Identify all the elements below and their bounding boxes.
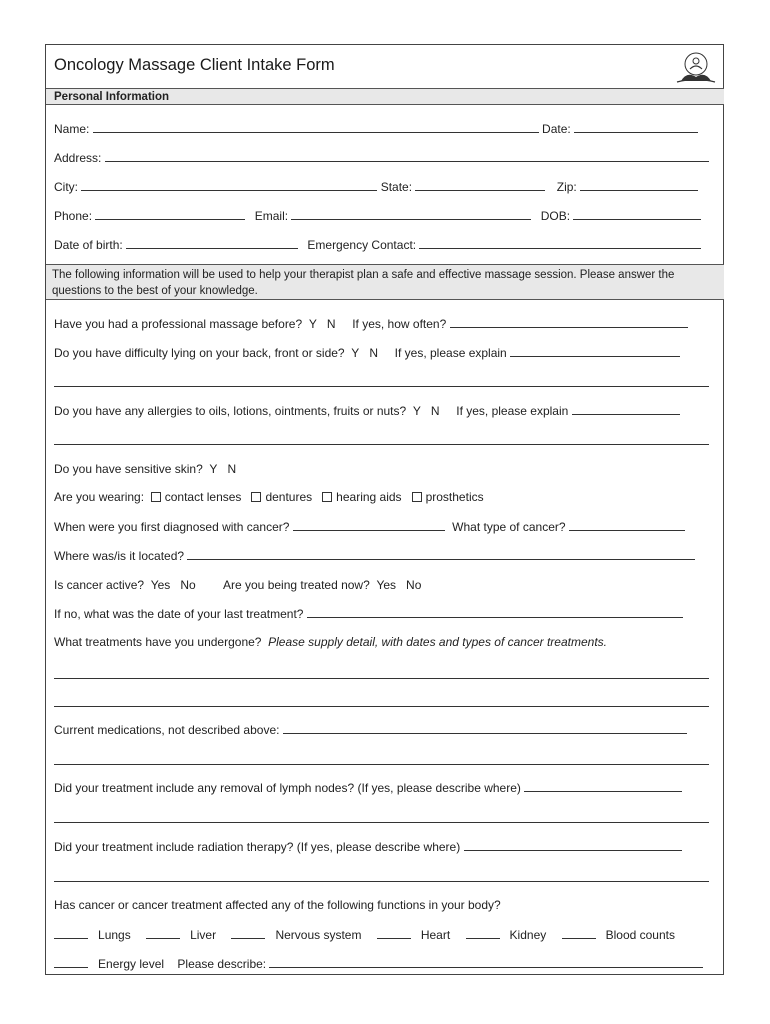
answer-line[interactable] (54, 881, 709, 882)
city-field[interactable] (81, 179, 377, 191)
instructions-note: The following information will be used to help your therapist plan a safe and effective massage session. Please answer the questions to the best of your knowledge. (46, 264, 724, 300)
blood-counts-field[interactable] (562, 927, 596, 939)
nervous-system-field[interactable] (231, 927, 265, 939)
address-field[interactable] (105, 150, 709, 162)
intake-form (45, 44, 724, 975)
form-title: Oncology Massage Client Intake Form (54, 56, 335, 74)
heart-field[interactable] (377, 927, 411, 939)
q-lying: Do you have difficulty lying on your back, front or side? Y N If yes, please explain (54, 345, 714, 360)
q-diagnosed: When were you first diagnosed with cancer? What type of cancer? (54, 519, 714, 534)
name-field[interactable] (93, 121, 539, 133)
answer-line[interactable] (54, 386, 709, 387)
dob-field[interactable] (573, 208, 701, 220)
dentures-checkbox[interactable] (251, 492, 261, 502)
answer-line[interactable] (54, 822, 709, 823)
answer-line[interactable] (54, 444, 709, 445)
located-field[interactable] (187, 548, 695, 560)
answer-line[interactable] (54, 678, 709, 679)
date-of-birth-field[interactable] (126, 237, 298, 249)
liver-field[interactable] (146, 927, 180, 939)
prosthetics-checkbox[interactable] (412, 492, 422, 502)
answer-line[interactable] (54, 764, 709, 765)
lotus-figure-icon (675, 51, 717, 85)
contact-lenses-checkbox[interactable] (151, 492, 161, 502)
row-functions-1: Lungs Liver Nervous system Heart Kidney Blood counts (54, 927, 714, 942)
q-last-treatment: If no, what was the date of your last treatment? (54, 606, 714, 621)
answer-line[interactable] (54, 706, 709, 707)
cancer-type-field[interactable] (569, 519, 685, 531)
q-functions: Has cancer or cancer treatment affected any of the following functions in your body? (54, 898, 501, 912)
zip-field[interactable] (580, 179, 698, 191)
q-massage: Have you had a professional massage before? Y N If yes, how often? (54, 316, 714, 331)
radiation-field[interactable] (464, 839, 682, 851)
how-often-field[interactable] (450, 316, 688, 328)
row-birth-emergency: Date of birth: Emergency Contact: (54, 237, 714, 252)
lungs-field[interactable] (54, 927, 88, 939)
q-active: Is cancer active? Yes No Are you being treated now? Yes No (54, 578, 422, 592)
date-field[interactable] (574, 121, 698, 133)
hearing-aids-checkbox[interactable] (322, 492, 332, 502)
state-field[interactable] (415, 179, 545, 191)
lying-explain-field[interactable] (510, 345, 680, 357)
energy-level-field[interactable] (54, 956, 88, 968)
medications-field[interactable] (283, 722, 687, 734)
q-allergies: Do you have any allergies to oils, lotions, ointments, fruits or nuts? Y N If yes, please explain (54, 403, 714, 418)
last-treatment-field[interactable] (307, 606, 683, 618)
q-sensitive: Do you have sensitive skin? Y N (54, 462, 237, 476)
emergency-contact-field[interactable] (419, 237, 701, 249)
row-city-state-zip: City: State: Zip: (54, 179, 714, 194)
describe-field[interactable] (269, 956, 703, 968)
row-functions-2: Energy level Please describe: (54, 956, 714, 971)
row-address: Address: (54, 150, 714, 165)
email-field[interactable] (291, 208, 531, 220)
phone-field[interactable] (95, 208, 245, 220)
allergies-explain-field[interactable] (572, 403, 680, 415)
q-lymph: Did your treatment include any removal of lymph nodes? (If yes, please describe where) (54, 780, 714, 795)
q-treatments: What treatments have you undergone? Please supply detail, with dates and types of cancer treatments. (54, 635, 607, 649)
kidney-field[interactable] (466, 927, 500, 939)
q-medications: Current medications, not described above: (54, 722, 714, 737)
row-name-date: Name: Date: (54, 121, 714, 136)
q-located: Where was/is it located? (54, 548, 714, 563)
q-radiation: Did your treatment include radiation therapy? (If yes, please describe where) (54, 839, 714, 854)
diagnosed-field[interactable] (293, 519, 445, 531)
row-phone-email-dob: Phone: Email: DOB: (54, 208, 714, 223)
lymph-field[interactable] (524, 780, 682, 792)
section-personal-header: Personal Information (46, 88, 724, 105)
q-wearing: Are you wearing: contact lenses dentures hearing aids prosthetics (54, 490, 484, 504)
